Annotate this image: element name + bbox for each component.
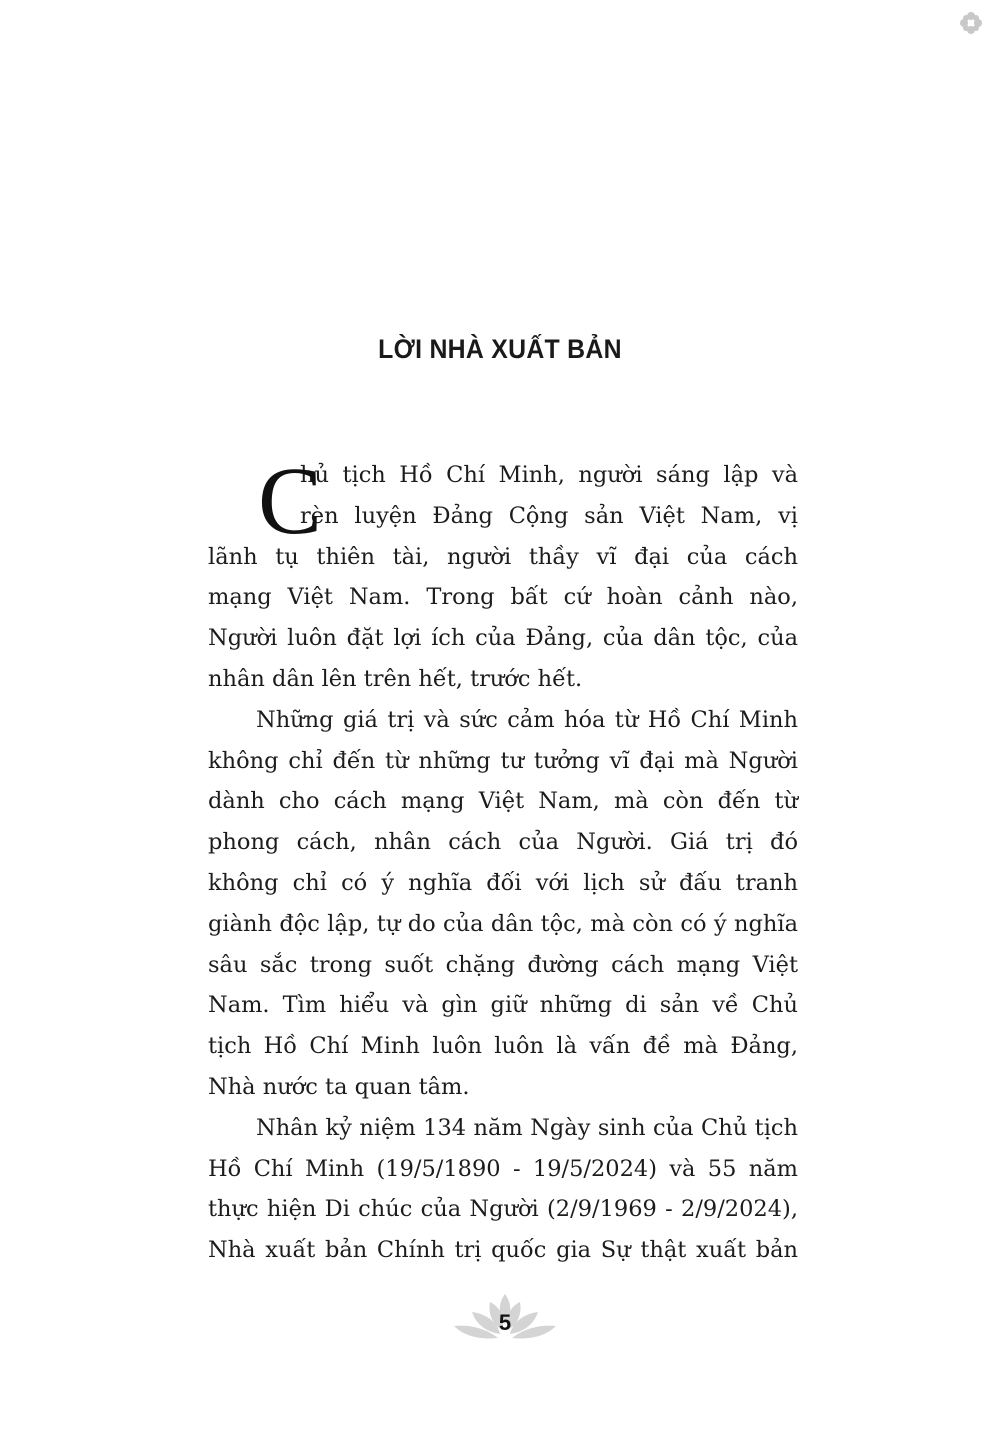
text-line: Những giá trị và sức cảm hóa từ Hồ Chí Minh xyxy=(256,706,798,733)
text-line: lãnh tụ thiên tài, người thầy vĩ đại của cách xyxy=(208,543,798,570)
text-line: nhân dân lên trên hết, trước hết. xyxy=(208,665,583,692)
text-line: tịch Hồ Chí Minh luôn luôn là vấn đề mà Đảng, xyxy=(208,1033,798,1060)
flower-icon xyxy=(958,10,984,36)
text-line: phong cách, nhân cách của Người. Giá trị đó xyxy=(208,829,798,856)
text-line: không chỉ đến từ những tư tưởng vĩ đại mà Người xyxy=(208,747,798,774)
page-number: 5 xyxy=(498,1310,512,1335)
text-line: thực hiện Di chúc của Người (2/9/1969 - 2/9/2024), xyxy=(208,1196,798,1223)
text-line: Người luôn đặt lợi ích của Đảng, của dân tộc, của xyxy=(208,625,798,652)
text-line: mạng Việt Nam. Trong bất cứ hoàn cảnh nào, xyxy=(208,584,798,611)
text-line: Nhà xuất bản Chính trị quốc gia Sự thật xuất bản xyxy=(208,1237,798,1264)
text-line: Hồ Chí Minh (19/5/1890 - 19/5/2024) và 55 năm xyxy=(208,1155,798,1182)
page-number-ornament xyxy=(450,1290,560,1350)
text-line: Nam. Tìm hiểu và gìn giữ những di sản về Chủ xyxy=(208,992,798,1019)
text-line: không chỉ có ý nghĩa đối với lịch sử đấu tranh xyxy=(208,869,798,896)
drop-cap: C xyxy=(258,447,323,554)
text-line: dành cho cách mạng Việt Nam, mà còn đến từ xyxy=(208,788,798,815)
body-text xyxy=(208,447,798,1271)
text-line: sâu sắc trong suốt chặng đường cách mạng Việt xyxy=(208,951,798,978)
text-line: Nhân kỷ niệm 134 năm Ngày sinh của Chủ tịch xyxy=(256,1114,798,1141)
text-line: giành độc lập, tự do của dân tộc, mà còn có ý nghĩa xyxy=(208,910,798,937)
text-line: hủ tịch Hồ Chí Minh, người sáng lập và xyxy=(300,462,798,488)
page-title: LỜI NHÀ XUẤT BẢN xyxy=(378,334,622,364)
text-line: Nhà nước ta quan tâm. xyxy=(208,1073,470,1100)
text-line: rèn luyện Đảng Cộng sản Việt Nam, vị xyxy=(300,502,798,529)
